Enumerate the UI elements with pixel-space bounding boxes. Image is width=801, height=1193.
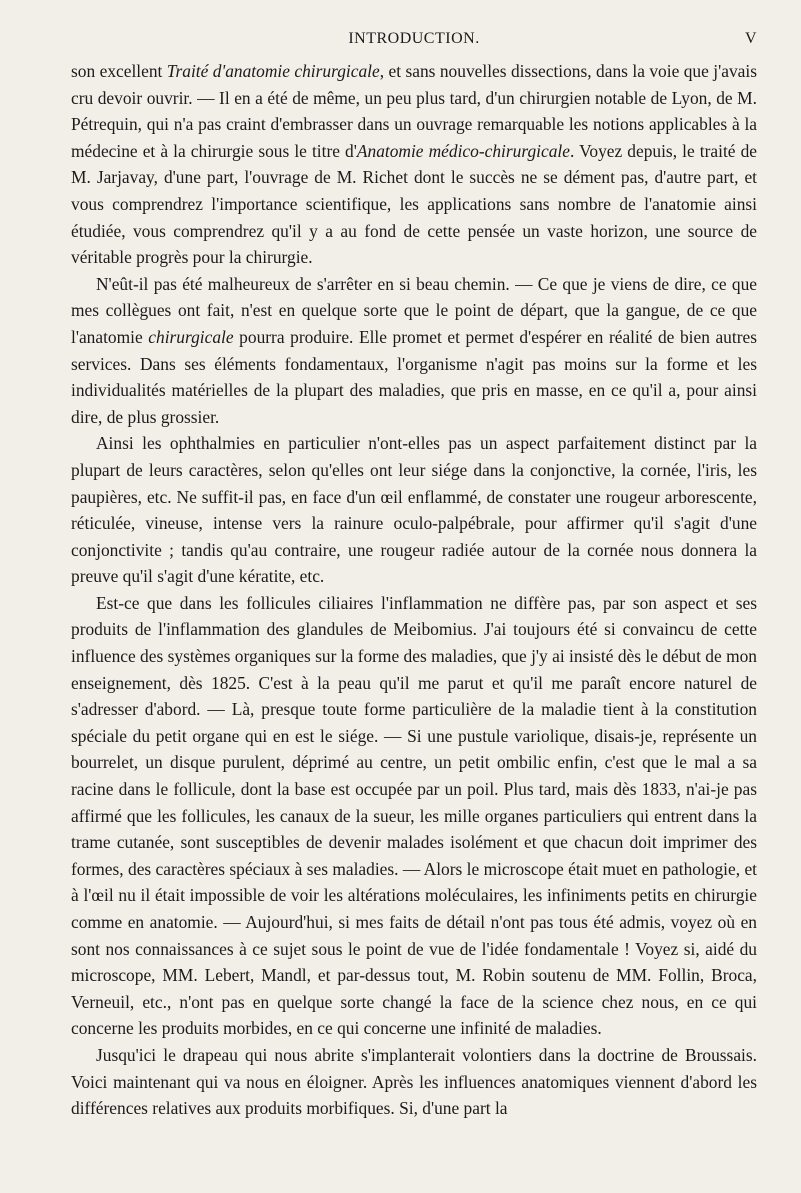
running-title: INTRODUCTION. (348, 30, 480, 47)
paragraph-1-text-3: . Voyez depuis, le traité de M. Jarjavay, d'une part, l'ouvrage de M. Richet dont le succès ne se dément pas, d'autre part, et vous comprendrez l'importance scientifique, les applications sans nombre de l'anatomie ainsi étudiée, vous comprendrez qu'il y a au fond de cette pensée un vaste horizon, une source de véritable progrès pour la chirurgie. (71, 140, 757, 268)
paragraph-2-text-1: N'eût-il pas été malheureux de s'arrêter en si beau chemin. — Ce que je viens de dire, ce que mes collègues ont fait, n'est en quelque sorte que le point de départ, que la gangue, de ce que l'anatomie (71, 273, 757, 347)
paragraph-2 (71, 271, 757, 431)
book-title-traite: Traité d'anatomie chirurgicale (166, 61, 380, 81)
paragraph-3-text: Ainsi les ophthalmies en particulier n'ont-elles pas un aspect parfaitement distinct par la plupart de leurs caractères, selon qu'elles ont leur siége dans la conjonctive, la cornée, l'iris, les paupières, etc. Ne suffit-il pas, en face d'un œil enflammé, de constater une rougeur arborescente, réticulée, vineuse, intense vers la rainure oculo-palpébrale, pour affirmer qu'il s'agit d'une conjonctivite ; tandis qu'au contraire, une rougeur radiée autour de la cornée nous donnera la preuve qu'il s'agit d'une kératite, etc. (71, 433, 757, 587)
italic-chirurgicale: chirurgicale (148, 326, 234, 347)
paragraph-3 (71, 430, 757, 590)
body-text (71, 58, 757, 1122)
paragraph-5 (71, 1042, 757, 1122)
paragraph-4 (71, 590, 757, 1042)
paragraph-1 (71, 58, 757, 271)
paragraph-2-text-2: pourra produire. Elle promet et permet d'espérer en réalité de bien autres services. Dans ses éléments fondamentaux, l'organisme n'agit pas moins sur la forme et les individualités matérielles de la plupart des maladies, que pris en masse, en ce qu'il a, pour ainsi dire, de plus grossier. (71, 326, 757, 427)
book-title-anatomie: Anatomie médico-chirurgicale (356, 140, 570, 161)
paragraph-1-text-1: son excellent (71, 61, 167, 81)
paragraph-4-text: Est-ce que dans les follicules ciliaires l'inflammation ne diffère pas, par son aspect et ses produits de l'inflammation des glandules de Meibomius. J'ai toujours été si convaincu de cette influence des systèmes organiques sur la forme des maladies, que j'y ai insisté dès le début de mon enseignement, dès 1825. C'est à la peau qu'il me parut et qu'il me paraît encore naturel de s'adresser d'abord. — Là, presque toute forme particulière de la maladie tient à la constitution spéciale du petit organe qui en est le siége. — Si une pustule variolique, disais-je, représente un bourrelet, un disque purulent, déprimé au centre, un petit ombilic enfin, c'est que le mal a sa racine dans le follicule, dont la base est occupée par un poil. Plus tard, mais dès 1833, n'ai-je pas affirmé que les follicules, les canaux de la sueur, les mille organes particuliers qui entrent dans la trame cutanée, sont susceptibles de devenir malades isolément et que chacun doit imprimer des formes, des caractères spéciaux à ses maladies. — Alors le microscope était muet en pathologie, et à l'œil nu il était impossible de voir les altérations moléculaires, les infiniments petits en chirurgie comme en anatomie. — Aujourd'hui, si mes faits de détail n'ont pas tous été admis, voyez où en sont nos connaissances à ce sujet sous le point de vue de l'idée fondamentale ! Voyez si, aidé du microscope, MM. Lebert, Mandl, et par-dessus tout, M. Robin soutenu de MM. Follin, Broca, Verneuil, etc., n'ont pas en quelque sorte changé la face de la science chez nous, en ce qui concerne les produits morbides, en ce qui concerne une infinité de maladies. (71, 592, 757, 1039)
paragraph-1-text-2: , et sans nouvelles dissections, dans la voie que j'avais cru devoir ouvrir. — Il en a été de même, un peu plus tard, d'un chirurgien notable de Lyon, de M. Pétrequin, qui n'a pas craint d'embrasser dans un ouvrage remarquable les notions applicables à la médecine et à la chirurgie sous le titre d' (71, 61, 757, 161)
page-number: V (744, 30, 757, 47)
running-head (71, 30, 757, 52)
paragraph-5-text: Jusqu'ici le drapeau qui nous abrite s'implanterait volontiers dans la doctrine de Broussais. Voici maintenant qui va nous en éloigner. Après les influences anatomiques viennent d'abord les différences relatives aux produits morbifiques. Si, d'une part la (71, 1044, 757, 1119)
